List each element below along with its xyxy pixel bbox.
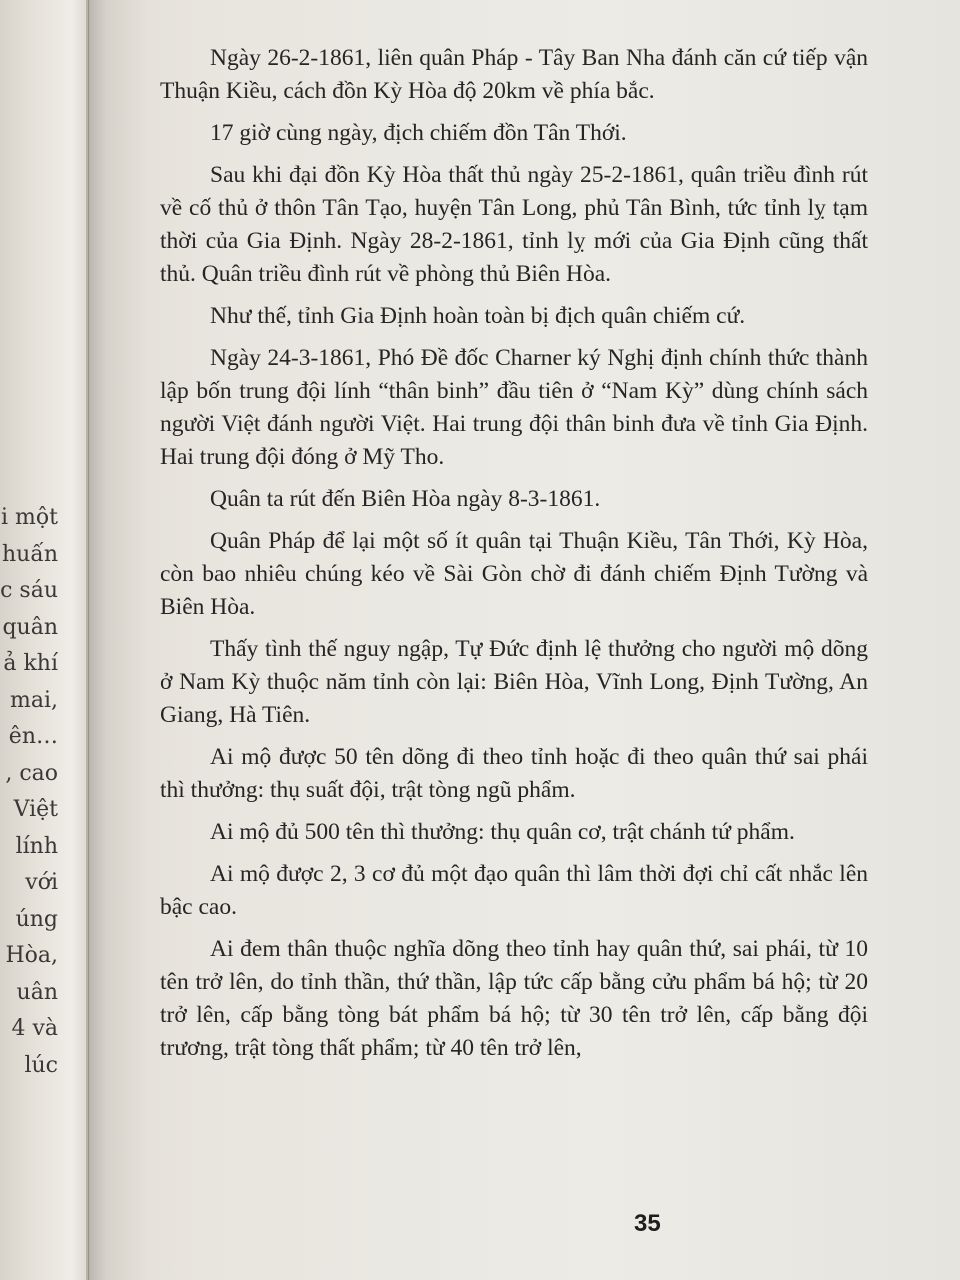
left-fragment: Hòa, xyxy=(5,943,58,968)
paragraph: Sau khi đại đồn Kỳ Hòa thất thủ ngày 25-2-1861, quân triều đình rút về cố thủ ở thôn Tân Tạo, huyện Tân Long, phủ Tân Bình, tức tỉnh lỵ tạm thời của Gia Định. Ngày 28-2-1861, tỉnh lỵ mới của Gia Định cũng thất thủ. Quân triều đình rút về phòng thủ Biên Hòa. xyxy=(160,162,868,287)
left-fragment: huấn xyxy=(2,541,58,567)
left-fragment: i một xyxy=(1,505,58,530)
left-fragment: uân xyxy=(16,979,58,1005)
paragraph: 17 giờ cùng ngày, địch chiếm đồn Tân Thới. xyxy=(210,120,627,146)
left-fragment: với xyxy=(25,870,58,895)
paragraph: Quân Pháp để lại một số ít quân tại Thuận Kiều, Tân Thới, Kỳ Hòa, còn bao nhiêu chúng kéo về Sài Gòn chờ đi đánh chiếm Định Tường và Biên Hòa. xyxy=(160,528,868,620)
paragraph: Như thế, tỉnh Gia Định hoàn toàn bị địch quân chiếm cứ. xyxy=(210,303,746,329)
paragraph: Ai mộ đủ 500 tên thì thưởng: thụ quân cơ, trật chánh tứ phẩm. xyxy=(210,819,795,845)
left-fragment: ả khí xyxy=(3,651,58,676)
paragraph: Ai mộ được 50 tên dõng đi theo tỉnh hoặc đi theo quân thứ sai phái thì thưởng: thụ suất đội, trật tòng ngũ phẩm. xyxy=(160,744,868,803)
left-fragment: c sáu xyxy=(0,578,58,603)
paragraph: Quân ta rút đến Biên Hòa ngày 8-3-1861. xyxy=(210,486,601,512)
body-text xyxy=(160,42,868,1074)
left-page-text-fragments xyxy=(0,500,88,1084)
paragraph: Ai mộ được 2, 3 cơ đủ một đạo quân thì lâm thời đợi chỉ cất nhắc lên bậc cao. xyxy=(160,861,868,920)
paragraph: Ai đem thân thuộc nghĩa dõng theo tỉnh hay quân thứ, sai phái, từ 10 tên trở lên, do tỉnh thần, thứ thần, lập tức cấp bằng cửu phẩm bá hộ; từ 20 trở lên, cấp bằng tòng bát phẩm bá hộ; từ 30 tên trở lên, cấp bằng đội trương, trật tòng thất phẩm; từ 40 tên trở lên, xyxy=(160,936,868,1061)
left-fragment: quân xyxy=(2,614,58,640)
left-fragment: ên… xyxy=(8,724,58,749)
page-number: 35 xyxy=(634,1210,661,1237)
left-fragment: Việt xyxy=(13,797,58,822)
left-fragment: 4 và xyxy=(11,1016,58,1041)
paragraph: Ngày 24-3-1861, Phó Đề đốc Charner ký Nghị định chính thức thành lập bốn trung đội lính “thân binh” đầu tiên ở “Nam Kỳ” dùng chính sách người Việt đánh người Việt. Hai trung đội thân binh đưa về tỉnh Gia Định. Hai trung đội đóng ở Mỹ Tho. xyxy=(160,345,868,470)
book-gutter-shadow xyxy=(88,0,148,1280)
main-page xyxy=(148,0,960,1280)
paragraph: Thấy tình thế nguy ngập, Tự Đức định lệ thưởng cho người mộ dõng ở Nam Kỳ thuộc năm tỉnh còn lại: Biên Hòa, Vĩnh Long, Định Tường, An Giang, Hà Tiên. xyxy=(160,636,868,728)
paragraph: Ngày 26-2-1861, liên quân Pháp - Tây Ban Nha đánh căn cứ tiếp vận Thuận Kiều, cách đồn Kỳ Hòa độ 20km về phía bắc. xyxy=(160,45,868,104)
left-fragment: lính xyxy=(15,833,58,859)
left-fragment: lúc xyxy=(24,1052,58,1078)
left-fragment: úng xyxy=(15,906,58,932)
left-fragment: , cao xyxy=(5,760,58,786)
left-fragment: mai, xyxy=(9,687,58,713)
